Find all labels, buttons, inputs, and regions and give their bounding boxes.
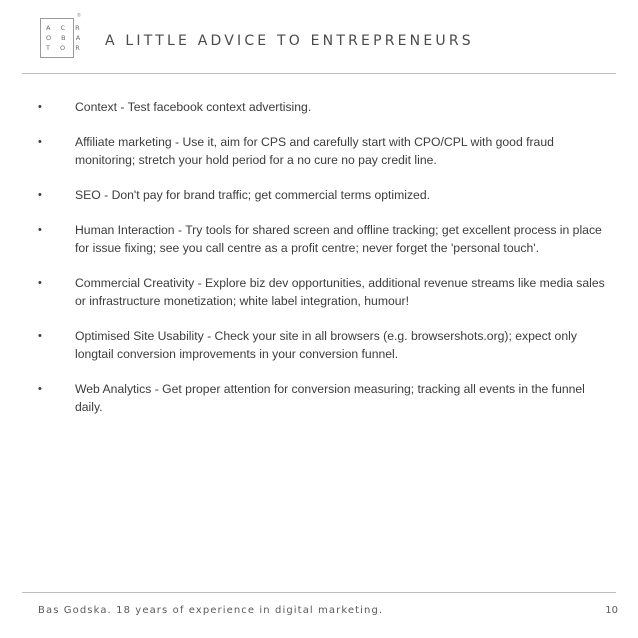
footer-text: Bas Godska. 18 years of experience in digital marketing.: [38, 605, 384, 616]
advice-text: Affiliate marketing - Use it, aim for CPS and carefully start with CPO/CPL with good fraud monitoring; stretch your hold period for a no cure no pay credit line.: [75, 135, 554, 167]
advice-item-web-analytics: [38, 380, 610, 416]
bullet-icon: •: [38, 136, 42, 148]
advice-item-site-usability: [38, 327, 610, 363]
logo-line-3: T O R: [46, 44, 84, 52]
advice-text: Web Analytics - Get proper attention for conversion measuring; tracking all events in the funnel daily.: [75, 382, 585, 414]
page-number: 10: [605, 605, 618, 616]
advice-item-seo: [38, 186, 610, 204]
bullet-icon: •: [38, 330, 42, 342]
bullet-icon: •: [38, 383, 42, 395]
bullet-icon: •: [38, 224, 42, 236]
logo-line-1: A C R: [46, 24, 84, 32]
bullet-icon: •: [38, 189, 42, 201]
header-divider: [22, 73, 616, 74]
advice-text: SEO - Don't pay for brand traffic; get commercial terms optimized.: [75, 188, 430, 202]
bullet-icon: •: [38, 277, 42, 289]
advice-item-context: [38, 98, 610, 116]
bullet-icon: •: [38, 101, 42, 113]
acrobator-logo: [40, 18, 85, 58]
advice-text: Optimised Site Usability - Check your site in all browsers (e.g. browsershots.org); expect only longtail conversion improvements in your conversion funnel.: [75, 329, 577, 361]
advice-item-human-interaction: [38, 221, 610, 257]
advice-item-affiliate-marketing: [38, 133, 610, 169]
footer-divider: [22, 592, 616, 593]
advice-item-commercial-creativity: [38, 274, 610, 310]
logo-line-2: O B A: [46, 34, 85, 42]
advice-text: Human Interaction - Try tools for shared screen and offline tracking; get excellent process in place for issue fixing; see you call centre as a profit centre; never forget the 'personal touch'.: [75, 223, 602, 255]
registered-mark: ®: [77, 13, 81, 19]
page-title: A LITTLE ADVICE TO ENTREPRENEURS: [105, 33, 474, 49]
advice-list: [38, 98, 610, 433]
advice-text: Context - Test facebook context advertising.: [75, 100, 312, 114]
advice-text: Commercial Creativity - Explore biz dev opportunities, additional revenue streams like media sales or infrastructure monetization; white label integration, humour!: [75, 276, 605, 308]
